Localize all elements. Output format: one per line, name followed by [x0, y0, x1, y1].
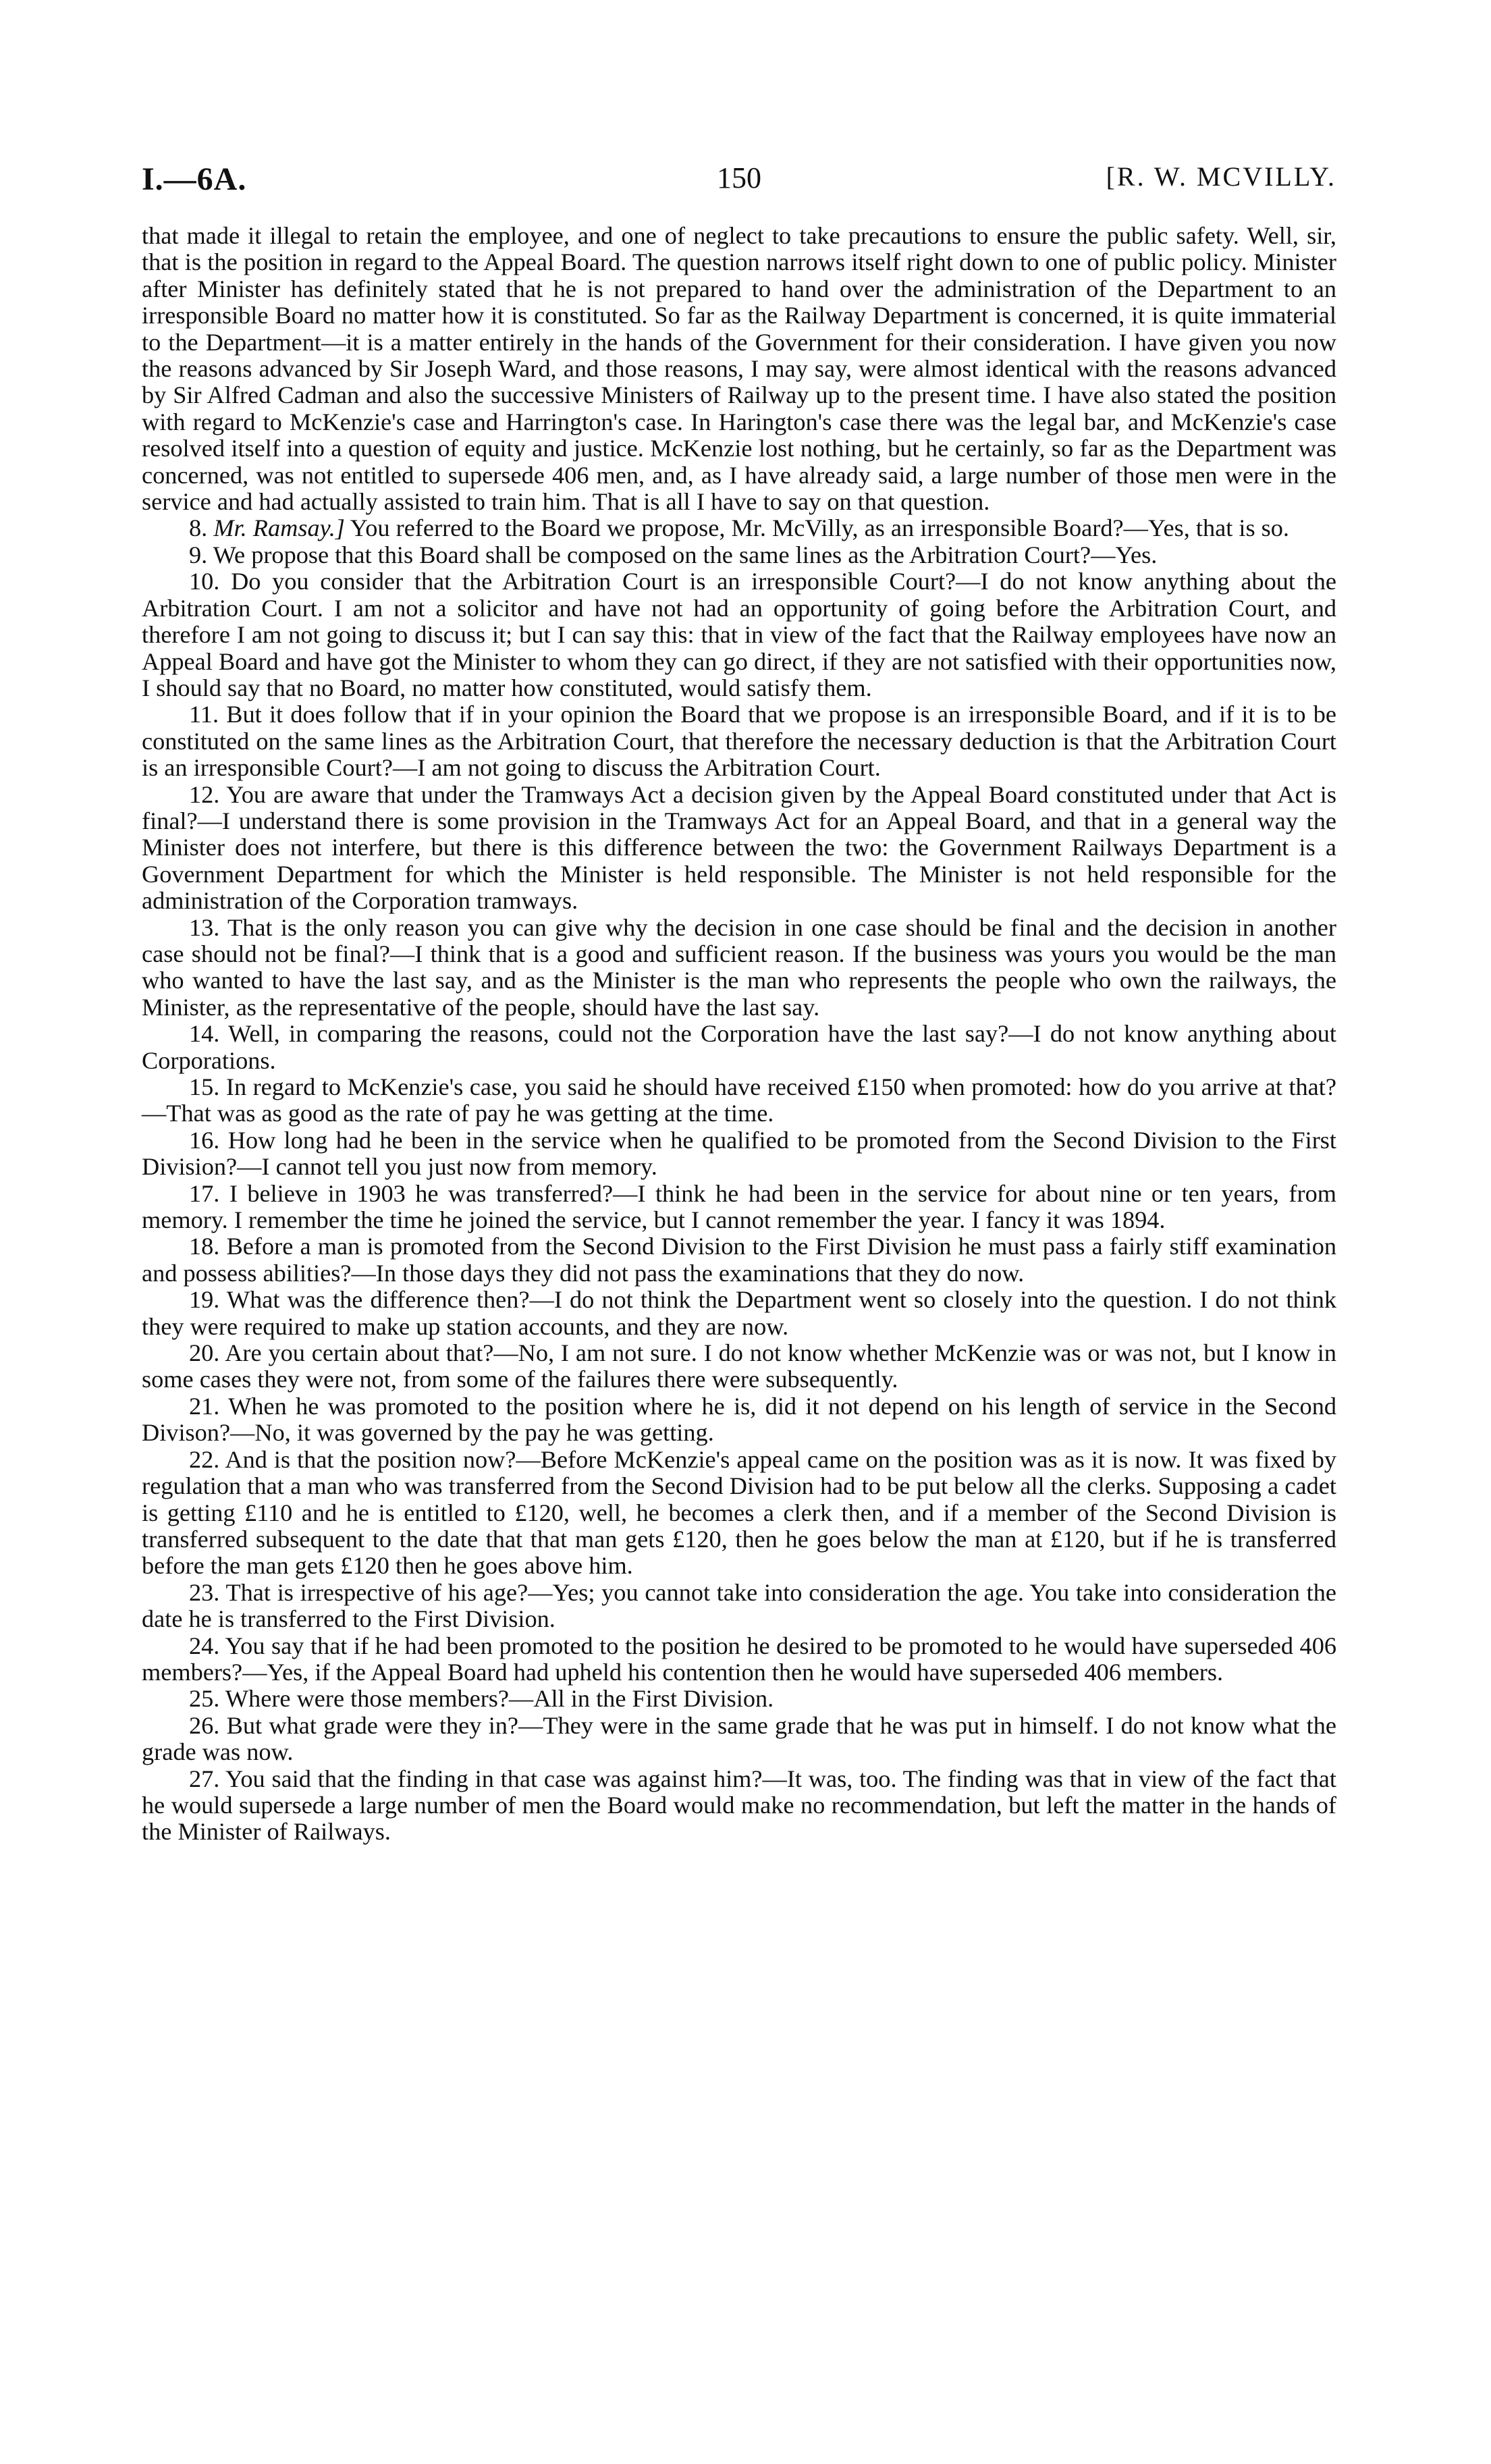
question-text: Well, in comparing the reasons, could not the Corporation have the last say?—I do not know anything about Corporations.	[142, 1020, 1336, 1074]
page-number: 150	[717, 161, 761, 194]
question-paragraph	[142, 568, 1336, 701]
question-number: 23.	[189, 1578, 220, 1606]
question-text: In regard to McKenzie's case, you said he should have received £150 when promoted: how do you arrive at that?—That was as good as the rate of pay he was getting at the time.	[142, 1073, 1336, 1127]
question-number: 9.	[189, 541, 208, 568]
question-number: 16.	[189, 1126, 220, 1154]
question-number: 10.	[189, 568, 220, 595]
question-text: Before a man is promoted from the Second Division to the First Division he must pass a fairly stiff examination and possess abilities?—In those days they did not pass the examinations that they do now.	[142, 1233, 1336, 1287]
question-text: You said that the finding in that case was against him?—It was, too. The finding was that in view of the fact that he would supersede a large number of men the Board would make no recommendation, but left the matter in the hands of the Minister of Railways.	[142, 1765, 1336, 1846]
intro-paragraph: that made it illegal to retain the employee, and one of neglect to take precautions to ensure the public safety. Well, sir, that is the position in regard to the Appeal Board. The question narrows itself right down to one of public policy. Minister after Minister has definitely stated that he is not prepared to hand over the administration of the Department to an irresponsible Board no matter how it is constituted. So far as the Railway Department is concerned, it is quite immaterial to the Department—it is a matter entirely in the hands of the Government for their consideration. I have given you now the reasons advanced by Sir Joseph Ward, and those reasons, I may say, were almost identical with the reasons advanced by Sir Alfred Cadman and also the successive Ministers of Railway up to the present time. I have also stated the position with regard to McKenzie's case and Harrington's case. In Harington's case there was the legal bar, and McKenzie's case resolved itself into a question of equity and justice. McKenzie lost nothing, but he certainly, so far as the Department was concerned, was not entitled to supersede 406 men, and, as I have already said, a large number of those men were in the service and had actually assisted to train him. That is all I have to say on that question.	[142, 222, 1336, 516]
question-text: That is the only reason you can give why the decision in one case should be final and the decision in another case should not be final?—I think that is a good and sufficient reason. If the business was yours you would be the man who wanted to have the last say, and as the Minister is the man who represents the people who own the railways, the Minister, as the representative of the people, should have the last say.	[142, 913, 1336, 1021]
question-text: Are you certain about that?—No, I am not sure. I do not know whether McKenzie was or was not, but I know in some cases they were not, from some of the failures there were subsequently.	[142, 1339, 1336, 1393]
question-number: 18.	[189, 1233, 220, 1260]
question-number: 26.	[189, 1711, 220, 1739]
question-number: 24.	[189, 1632, 220, 1659]
question-text: You are aware that under the Tramways Act a decision given by the Appeal Board constituted under that Act is final?—I understand there is some provision in the Tramways Act for an Appeal Board, and that in a general way the Minister does not interfere, but there is this difference between the two: the Government Railways Department is a Government Department for which the Minister is held responsible. The Minister is not held responsible for the administration of the Corporation tramways.	[142, 780, 1336, 915]
question-paragraph	[142, 915, 1336, 1021]
transcript-body	[142, 223, 1336, 1846]
question-number: 20.	[189, 1339, 220, 1367]
question-text: But it does follow that if in your opinion the Board that we propose is an irresponsible Board, and if it is to be constituted on the same lines as the Arbitration Court, that therefore the necessary deduction is that the Arbitration Court is an irresponsible Court?—I am not going to discuss the Arbitration Court.	[142, 701, 1336, 782]
question-text: That is irrespective of his age?—Yes; you cannot take into consideration the age. You take into consideration the date he is transferred to the First Division.	[142, 1578, 1336, 1633]
question-paragraph	[142, 515, 1336, 541]
witness-name: [R. W. MCVILLY.	[1106, 161, 1336, 192]
question-text: But what grade were they in?—They were in the same grade that he was put in himself. I do not know what the grade was now.	[142, 1711, 1337, 1766]
question-number: 22.	[189, 1445, 220, 1473]
question-paragraph	[142, 1074, 1336, 1127]
question-paragraph	[142, 1713, 1336, 1766]
question-paragraph	[142, 1181, 1336, 1234]
question-paragraph	[142, 1447, 1336, 1580]
question-paragraph	[142, 701, 1336, 781]
question-number: 11.	[189, 701, 219, 728]
question-paragraph	[142, 782, 1336, 915]
question-number: 19.	[189, 1286, 220, 1314]
question-text: How long had he been in the service when he qualified to be promoted from the Second Division to the First Division?—I cannot tell you just now from memory.	[142, 1126, 1337, 1181]
question-number: 27.	[189, 1765, 220, 1792]
question-text: What was the difference then?—I do not think the Department went so closely into the question. I do not think they were required to make up station accounts, and they are now.	[142, 1286, 1337, 1340]
question-paragraph	[142, 542, 1336, 568]
question-text: We propose that this Board shall be composed on the same lines as the Arbitration Court?—Yes.	[213, 541, 1158, 568]
question-paragraph	[142, 1287, 1336, 1340]
question-paragraph	[142, 1580, 1336, 1633]
question-paragraph	[142, 1233, 1336, 1287]
question-paragraph	[142, 1393, 1336, 1447]
paper-reference: I.—6A.	[142, 161, 247, 197]
question-paragraph	[142, 1340, 1336, 1393]
question-paragraph	[142, 1686, 1336, 1712]
speaker-name: Mr. Ramsay.]	[213, 514, 345, 542]
question-text: Do you consider that the Arbitration Court is an irresponsible Court?—I do not know anything about the Arbitration Court. I am not a solicitor and have not had an opportunity of going before the Arbitration Court, and therefore I am not going to discuss it; but I can say this: that in view of the fact that the Railway employees have now an Appeal Board and have got the Minister to whom they can go direct, if they are not satisfied with their opportunities now, I should say that no Board, no matter how constituted, would satisfy them.	[142, 568, 1336, 701]
question-text: You referred to the Board we propose, Mr. McVilly, as an irresponsible Board?—Yes, that is so.	[350, 514, 1290, 542]
question-number: 14.	[189, 1020, 220, 1048]
question-paragraph	[142, 1021, 1336, 1074]
question-number: 8.	[189, 514, 208, 542]
question-text: When he was promoted to the position where he is, did it not depend on his length of service in the Second Divison?—No, it was governed by the pay he was getting.	[142, 1392, 1336, 1447]
page-header	[142, 161, 1336, 201]
question-paragraph	[142, 1633, 1336, 1686]
question-text: You say that if he had been promoted to the position he desired to be promoted to he would have superseded 406 members?—Yes, if the Appeal Board had upheld his contention then he would have superseded 406 members.	[142, 1632, 1337, 1686]
question-number: 17.	[189, 1179, 220, 1207]
question-paragraph	[142, 1766, 1336, 1846]
question-text: Where were those members?—All in the First Division.	[225, 1685, 774, 1713]
question-number: 21.	[189, 1392, 220, 1420]
question-number: 13.	[189, 913, 220, 941]
question-paragraph	[142, 1127, 1336, 1181]
question-number: 12.	[189, 780, 220, 808]
question-text: And is that the position now?—Before McKenzie's appeal came on the position was as it is now. It was fixed by regulation that a man who was transferred from the Second Division had to be put below all the clerks. Supposing a cadet is getting £110 and he is entitled to £120, well, he becomes a clerk then, and if a member of the Second Division is transferred subsequent to the date that that man gets £120, then he goes below the man at £120, but if he is transferred before the man gets £120 then he goes above him.	[142, 1445, 1336, 1580]
question-text: I believe in 1903 he was transferred?—I think he had been in the service for about nine or ten years, from memory. I remember the time he joined the service, but I cannot remember the year. I fancy it was 1894.	[142, 1179, 1336, 1234]
question-number: 15.	[189, 1073, 220, 1100]
question-number: 25.	[189, 1685, 220, 1713]
